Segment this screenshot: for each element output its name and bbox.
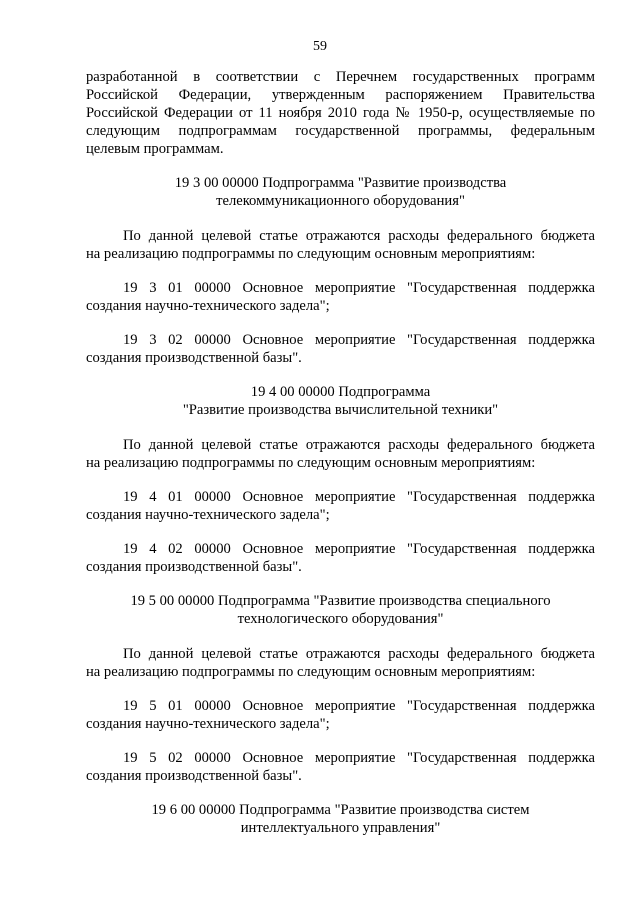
text-line: следующим подпрограммам государственной программы, федеральным: [86, 123, 595, 139]
measure-item: [86, 488, 595, 524]
section-heading: [86, 801, 595, 837]
text-line: создания производственной базы".: [86, 559, 302, 575]
text-line: на реализацию подпрограммы по следующим основным мероприятиям:: [86, 664, 536, 680]
section-heading: [86, 174, 595, 210]
text-line: 19 5 01 00000 Основное мероприятие "Государственная поддержка: [123, 698, 595, 714]
text-line: на реализацию подпрограммы по следующим основным мероприятиям:: [86, 455, 536, 471]
heading-line: "Развитие производства вычислительной техники": [182, 402, 499, 418]
heading-line: интеллектуального управления": [240, 820, 441, 836]
section-statement: [86, 227, 595, 263]
text-line: создания производственной базы".: [86, 768, 302, 784]
heading-line: 19 6 00 00000 Подпрограмма "Развитие производства систем: [151, 802, 530, 818]
section-statement: [86, 645, 595, 681]
text-line: целевым программам.: [86, 141, 224, 157]
heading-line: технологического оборудования": [237, 611, 444, 627]
text-line: создания производственной базы".: [86, 350, 302, 366]
measure-item: [86, 279, 595, 315]
text-line: Российской Федерации, утвержденным распоряжением Правительства: [86, 87, 595, 103]
heading-line: 19 5 00 00000 Подпрограмма "Развитие производства специального: [130, 593, 551, 609]
page-number: 59: [313, 39, 327, 54]
text-line: 19 4 01 00000 Основное мероприятие "Государственная поддержка: [123, 489, 595, 505]
text-line: 19 4 02 00000 Основное мероприятие "Государственная поддержка: [123, 541, 595, 557]
intro-paragraph: [86, 68, 595, 158]
text-line: Российской Федерации от 11 ноября 2010 года № 1950-р, осуществляемые по: [86, 105, 595, 121]
measure-item: [86, 540, 595, 576]
measure-item: [86, 331, 595, 367]
text-line: создания научно-технического задела";: [86, 507, 330, 523]
text-line: 19 5 02 00000 Основное мероприятие "Государственная поддержка: [123, 750, 595, 766]
text-line: По данной целевой статье отражаются расходы федерального бюджета: [123, 228, 595, 244]
measure-item: [86, 749, 595, 785]
section-statement: [86, 436, 595, 472]
section-heading: [86, 383, 595, 419]
document-body: [86, 68, 595, 837]
measure-item: [86, 697, 595, 733]
section-heading: [86, 592, 595, 628]
heading-line: 19 4 00 00000 Подпрограмма: [250, 384, 431, 400]
text-line: 19 3 01 00000 Основное мероприятие "Государственная поддержка: [123, 280, 595, 296]
text-line: По данной целевой статье отражаются расходы федерального бюджета: [123, 646, 595, 662]
text-line: 19 3 02 00000 Основное мероприятие "Государственная поддержка: [123, 332, 595, 348]
heading-line: телекоммуникационного оборудования": [216, 193, 465, 209]
heading-line: 19 3 00 00000 Подпрограмма "Развитие производства: [174, 175, 507, 191]
text-line: на реализацию подпрограммы по следующим основным мероприятиям:: [86, 246, 536, 262]
text-line: По данной целевой статье отражаются расходы федерального бюджета: [123, 437, 595, 453]
text-line: создания научно-технического задела";: [86, 716, 330, 732]
text-line: разработанной в соответствии с Перечнем государственных программ: [86, 69, 595, 85]
text-line: создания научно-технического задела";: [86, 298, 330, 314]
